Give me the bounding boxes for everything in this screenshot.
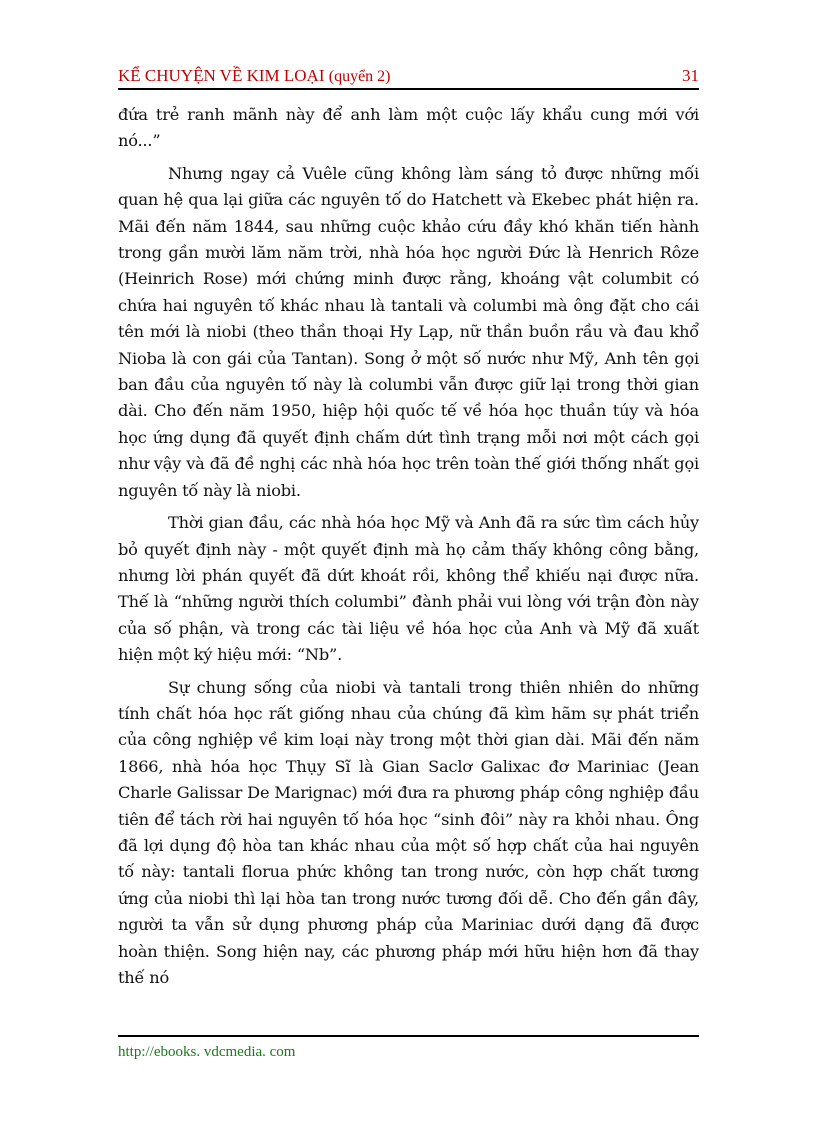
paragraph: Sự chung sống của niobi và tantali trong thiên nhiên do những tính chất hóa học rất giống nhau của chúng đã kìm hãm sự phát triển của công nghiệp về kim loại này trong một thời gian dài. Mãi đến năm 1866, nhà hóa học Thụy Sĩ là Gian Saclơ Galixac đơ Mariniac (Jean Charle Galissar De Marignac) mới đưa ra phương pháp công nghiệp đầu tiên để tách rời hai nguyên tố hóa học “sinh đôi” này ra khỏi nhau. Ông đã lợi dụng độ hòa tan khác nhau của một số hợp chất của hai nguyên tố này: tantali florua phức không tan trong nước, còn hợp chất tương ứng của niobi thì lại hòa tan trong nước tương đối dễ. Cho đến gần đây, người ta vẫn sử dụng phương pháp của Mariniac dưới dạng đã được hoàn thiện. Song hiện nay, các phương pháp mới hữu hiện hơn đã thay thế nó [118,677,699,987]
book-title [118,66,391,86]
paragraph-continuation: đứa trẻ ranh mãnh này để anh làm một cuộc lấy khẩu cung mới với nó...” [118,105,699,151]
page-header [118,62,699,88]
paragraph: Nhưng ngay cả Vuêle cũng không làm sáng tỏ được những mối quan hệ qua lại giữa các nguyên tố do Hatchett và Ekebec phát hiện ra. Mãi đến năm 1844, sau những cuộc khảo cứu đầy khó khăn tiến hành trong gần mười lăm năm trời, nhà hóa học người Đức là Henrich Rôze (Heinrich Rose) mới chứng minh được rằng, khoáng vật columbit có chứa hai nguyên tố khác nhau là tantali và columbi mà ông đặt cho cái tên mới là niobi (theo thần thoại Hy Lạp, nữ thần buồn rầu và đau khổ Nioba là con gái của Tantan). Song ở một số nước như Mỹ, Anh tên gọi ban đầu của nguyên tố này là columbi vẫn được giữ lại trong thời gian dài. Cho đến năm 1950, hiệp hội quốc tế về hóa học thuần túy và hóa học ứng dụng đã quyết định chấm dứt tình trạng mỗi nơi một cách gọi như vậy và đã đề nghị các nhà hóa học trên toàn thế giới thống nhất gọi nguyên tố này là niobi. [118,163,699,500]
footer-link[interactable]: http://ebooks. vdcmedia. com [118,1044,296,1060]
body-text [118,102,699,997]
book-volume: (quyển 2) [328,68,391,85]
footer-divider [118,1035,699,1037]
paragraph: Thời gian đầu, các nhà hóa học Mỹ và Anh đã ra sức tìm cách hủy bỏ quyết định này - một quyết định mà họ cảm thấy không công bằng, nhưng lời phán quyết đã dứt khoát rồi, không thể khiếu nại được nữa. Thế là “những người thích columbi” đành phải vui lòng với trận đòn này của số phận, và trong các tài liệu về hóa học của Anh và Mỹ đã xuất hiện một ký hiệu mới: “Nb”. [118,513,699,665]
header-divider [118,88,699,90]
page-number: 31 [682,66,699,85]
book-title-main: KỂ CHUYỆN VỀ KIM LOẠI [118,66,325,85]
